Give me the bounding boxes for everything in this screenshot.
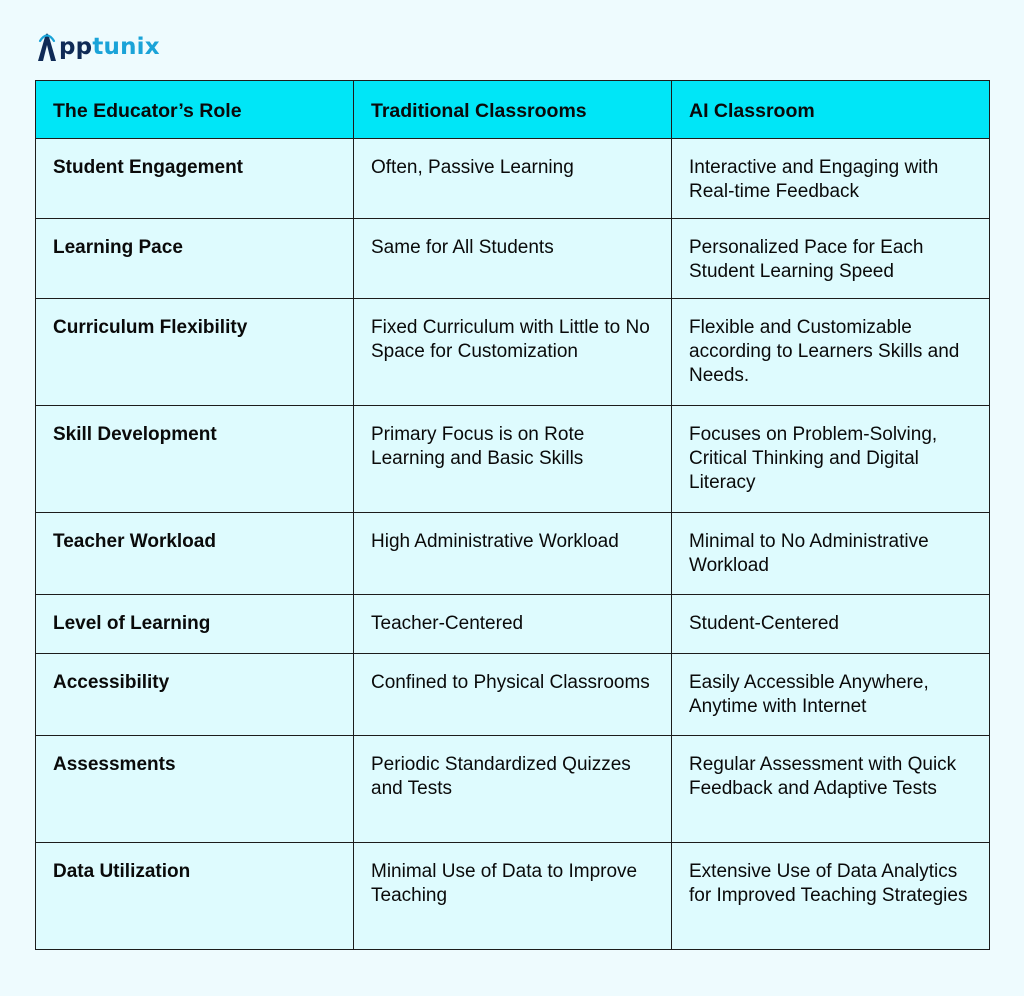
row-ai-cell: Regular Assessment with Quick Feedback and Adaptive Tests xyxy=(672,736,990,843)
row-traditional-cell: Teacher-Centered xyxy=(354,595,672,654)
table-row xyxy=(36,219,990,299)
row-traditional-cell: Fixed Curriculum with Little to No Space for Customization xyxy=(354,299,672,406)
table-row xyxy=(36,595,990,654)
row-role-cell: Teacher Workload xyxy=(36,513,354,595)
table-row xyxy=(36,736,990,843)
apptunix-logo-icon xyxy=(36,32,58,62)
table-row xyxy=(36,513,990,595)
row-traditional-cell: High Administrative Workload xyxy=(354,513,672,595)
row-ai-cell: Extensive Use of Data Analytics for Improved Teaching Strategies xyxy=(672,843,990,950)
row-role-cell: Level of Learning xyxy=(36,595,354,654)
table-row xyxy=(36,299,990,406)
table-header-row xyxy=(36,81,990,139)
row-traditional-cell: Periodic Standardized Quizzes and Tests xyxy=(354,736,672,843)
row-role-cell: Learning Pace xyxy=(36,219,354,299)
header-ai-classroom: AI Classroom xyxy=(672,81,990,139)
header-educator-role: The Educator’s Role xyxy=(36,81,354,139)
table-row xyxy=(36,139,990,219)
table-row xyxy=(36,654,990,736)
row-traditional-cell: Primary Focus is on Rote Learning and Basic Skills xyxy=(354,406,672,513)
row-role-cell: Accessibility xyxy=(36,654,354,736)
row-ai-cell: Personalized Pace for Each Student Learning Speed xyxy=(672,219,990,299)
row-ai-cell: Interactive and Engaging with Real-time Feedback xyxy=(672,139,990,219)
row-traditional-cell: Confined to Physical Classrooms xyxy=(354,654,672,736)
row-traditional-cell: Often, Passive Learning xyxy=(354,139,672,219)
row-traditional-cell: Same for All Students xyxy=(354,219,672,299)
apptunix-wordmark: pptunix xyxy=(59,33,160,60)
row-traditional-cell: Minimal Use of Data to Improve Teaching xyxy=(354,843,672,950)
row-ai-cell: Minimal to No Administrative Workload xyxy=(672,513,990,595)
table-row xyxy=(36,843,990,950)
row-ai-cell: Easily Accessible Anywhere, Anytime with Internet xyxy=(672,654,990,736)
row-role-cell: Data Utilization xyxy=(36,843,354,950)
row-ai-cell: Student-Centered xyxy=(672,595,990,654)
row-ai-cell: Focuses on Problem-Solving, Critical Thinking and Digital Literacy xyxy=(672,406,990,513)
table-row xyxy=(36,406,990,513)
row-role-cell: Skill Development xyxy=(36,406,354,513)
row-role-cell: Assessments xyxy=(36,736,354,843)
row-ai-cell: Flexible and Customizable according to Learners Skills and Needs. xyxy=(672,299,990,406)
header-traditional-classrooms: Traditional Classrooms xyxy=(354,81,672,139)
comparison-table xyxy=(35,80,990,950)
row-role-cell: Student Engagement xyxy=(36,139,354,219)
row-role-cell: Curriculum Flexibility xyxy=(36,299,354,406)
apptunix-logo xyxy=(36,30,160,64)
